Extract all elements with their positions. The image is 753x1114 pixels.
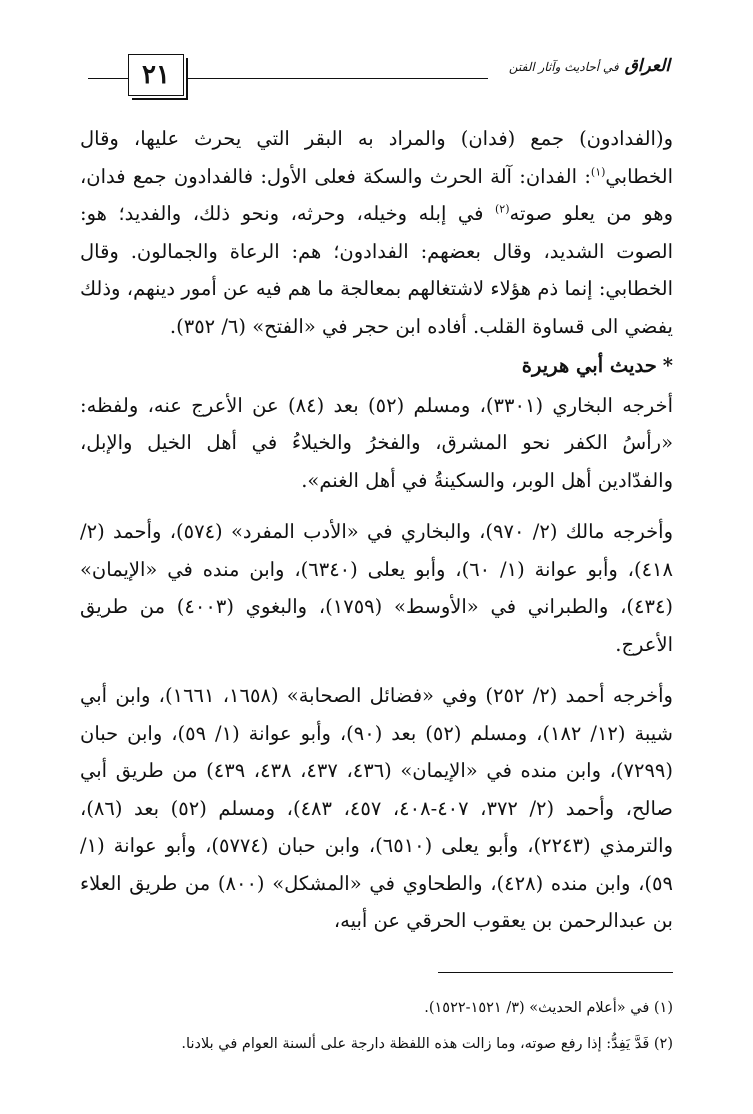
footnote-2: (٢) فَدَّ يَفِدُّ: إذا رفع صوته، وما زالت هذه اللفظة دارجة على ألسنة العوام في بلادنا. [181, 1036, 673, 1052]
section-heading-text: حديث أبي هريرة [521, 354, 657, 377]
running-title [490, 56, 670, 76]
footnote-ref-2[interactable]: (٢) [494, 202, 510, 216]
footnotes [80, 990, 673, 1062]
footnote-separator [438, 972, 673, 973]
header-rule-left [88, 78, 128, 79]
paragraph-fadadun [80, 120, 673, 345]
main-text [80, 120, 673, 940]
text-span: الخطابي [605, 164, 673, 188]
running-title-main: العراق [624, 56, 670, 76]
running-title-rest: في أحاديث وآثار الفتن [508, 60, 619, 74]
paragraph-gap [80, 499, 673, 513]
paragraph-gap [80, 663, 673, 677]
paragraph-ahmad: وأخرجه أحمد (٢/ ٢٥٢) وفي «فضائل الصحابة» (١٦٥٨، ١٦٦١)، وابن أبي شيبة (١٢/ ١٨٢)، ومسلم (٥٢) بعد (٩٠)، وأبو عوانة (١/ ٥٩)، وابن حبان (٧٢٩٩)، وابن منده في «الإيمان» (٤٣٦، ٤٣٧، ٤٣٨، ٤٣٩) من طريق أبي صالح، وأحمد (٢/ ٣٧٢، ٤٠٧-٤٠٨، ٤٥٧، ٤٨٣)، ومسلم (٥٢) بعد (٨٦)، والترمذي (٢٢٤٣)، وأبو يعلى (٦٥١٠)، وابن حبان (٥٧٧٤)، وأبو عوانة (١/ ٥٩)، وابن منده (٤٢٨)، والطحاوي في «المشكل» (٨٠٠) من طريق العلاء بن عبدالرحمن بن يعقوب الحرقي عن أبيه، [80, 684, 674, 932]
paragraph-bukhari: أخرجه البخاري (٣٣٠١)، ومسلم (٥٢) بعد (٨٤) عن الأعرج عنه، ولفظه: «رأسُ الكفر نحو المشرق، والفخرُ والخيلاءُ في أهل الخيل والإبل، والفدّادين أهل الوبر، والسكينةُ في أهل الغنم». [80, 393, 673, 492]
text-span: في إبله وخيله، وحرثه، ونحو ذلك، والفديد؛ هو: [80, 202, 495, 225]
star-icon: * [662, 354, 673, 377]
paragraph-malik: وأخرجه مالك (٢/ ٩٧٠)، والبخاري في «الأدب المفرد» (٥٧٤)، وأحمد (٢/ ٤١٨)، وأبو عوانة (١/ ٦٠)، وأبو يعلى (٦٣٤٠)، وابن منده في «الإيمان» (٤٣٤)، والطبراني في «الأوسط» (١٧٥٩)، والبغوي (٤٠٠٣) من طريق الأعرج. [80, 520, 674, 656]
text-line: يفضي الى قساوة القلب. أفاده ابن حجر في «الفتح» (٦/ ٣٥٢). [169, 314, 673, 338]
text-line: و(الفدادون) جمع (فدان) والمراد به البقر التي يحرث عليها، وقال [80, 127, 673, 150]
text-line: الصوت الشديد، وقال بعضهم: الفدادون؛ هم: الرعاة والجمالون. وقال [80, 239, 673, 263]
page-header [80, 52, 670, 102]
text-span: وهو من يعلو صوته [509, 202, 673, 225]
footnote-1: (١) في «أعلام الحديث» (٣/ ١٥٢١-١٥٢٢). [424, 1000, 673, 1016]
page-number: ٢١ [142, 60, 170, 90]
text-span: : الفدان: آلة الحرث والسكة فعلى الأول: فالفدادون جمع فدان، [80, 164, 591, 188]
page-number-box [128, 54, 184, 96]
text-line: الخطابي: إنما ذم هؤلاء لاشتغالهم بمعالجة ما هم فيه عن أمور دينهم، وذلك [80, 277, 673, 300]
footnote-ref-1[interactable]: (١) [590, 165, 606, 178]
section-heading [80, 347, 673, 385]
header-rule [188, 78, 488, 79]
